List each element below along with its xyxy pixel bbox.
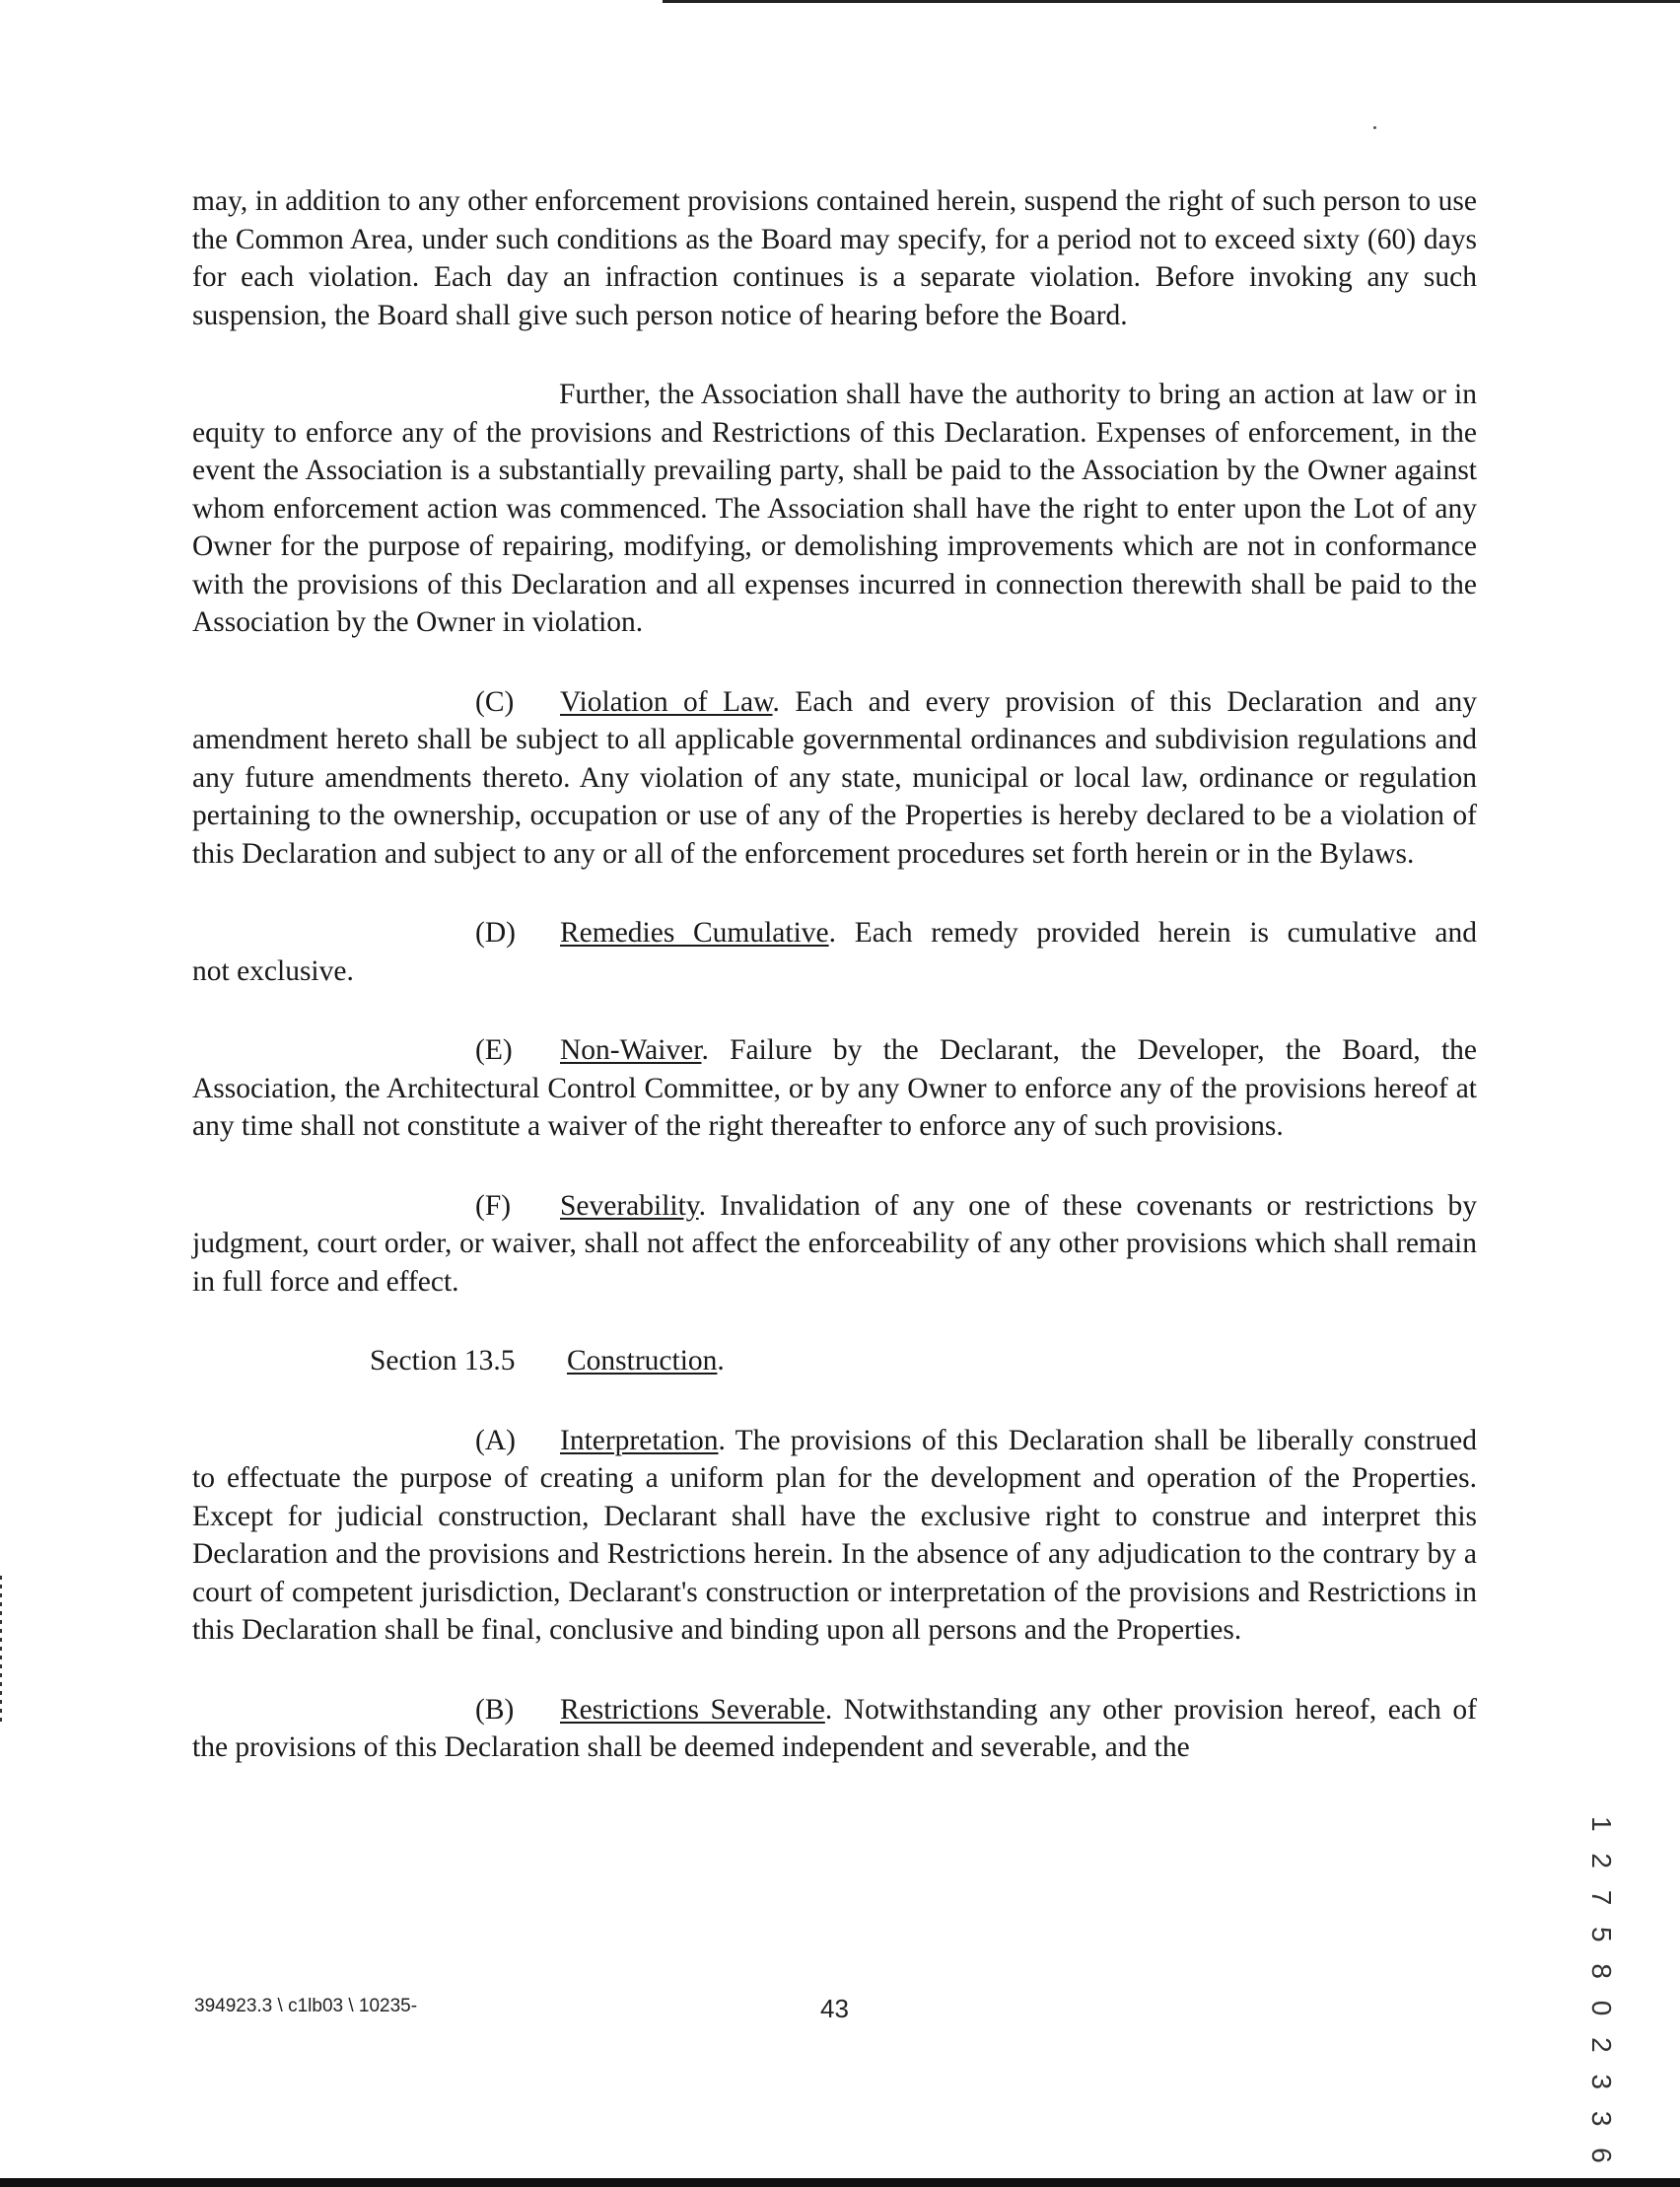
margin-recording-stamp: 1 2 7 5 8 0 2 3 3 6 xyxy=(1586,1816,1617,2170)
paragraph-text: Each remedy provided herein is cumulative and xyxy=(854,917,1477,949)
paragraph-severability: (F) Severability. Invalidation of any one of these covenants or restrictions by judgment, court order, or waiver, shall not affect the enforceability of any other provisions which shall remain in full force and effect. xyxy=(192,1187,1477,1302)
paragraph-interpretation: (A) Interpretation. The provisions of this Declaration shall be liberally construed to effectuate the purpose of creating a uniform plan for the development and operation of the Properties. Except for judicial construction, Declarant shall have the exclusive right to construe and interpret this Declaration and the provisions and Restrictions herein. In the absence of any adjudication to the contrary by a court of competent jurisdiction, Declarant's construction or interpretation of the provisions and Restrictions in this Declaration shall be final, conclusive and binding upon all persons and the Properties. xyxy=(192,1422,1477,1650)
scan-edge-left xyxy=(0,1576,2,1724)
paragraph-label: (F) xyxy=(475,1189,512,1222)
paragraph-first-line: (D) Remedies Cumulative. Each remedy provided herein is cumulative and xyxy=(192,914,1477,952)
paragraph-remedies-cumulative xyxy=(192,914,1477,990)
paragraph-heading: Severability xyxy=(560,1189,699,1222)
paragraph-text: Failure by the Declarant, the Developer, the Board, the Association, the Architectural Control Committee, or by any Owner to enforce any of the provisions hereof at any time shall not constitute a waiver of the right thereafter to enforce any of such provisions. xyxy=(192,1034,1478,1142)
paragraph-continuation: not exclusive. xyxy=(192,954,354,987)
paragraph-label: (D) xyxy=(475,917,516,949)
paragraph-text: Invalidation of any one of these covenants or restrictions by judgment, court order, or waiver, shall not affect the enforceability of any other provisions which shall remain in full force and effect. xyxy=(192,1189,1477,1298)
document-reference: 394923.3 \ c1lb03 \ 10235- xyxy=(194,1996,418,2016)
paragraph-violation-of-law: (C) Violation of Law. Each and every provision of this Declaration and any amendment hereto shall be subject to all applicable governmental ordinances and subdivision regulations and any future amendments thereto. Any violation of any state, municipal or local law, ordinance or regulation pertaining to the ownership, occupation or use of any of the Properties is hereby declared to be a violation of this Declaration and subject to any or all of the enforcement procedures set forth herein or in the Bylaws. xyxy=(192,683,1477,874)
paragraph-restrictions-severable: (B) Restrictions Severable. Notwithstanding any other provision hereof, each of the provisions of this Declaration shall be deemed independent and severable, and the xyxy=(192,1691,1477,1767)
paragraph-heading: Non-Waiver xyxy=(560,1034,702,1066)
paragraph-text: The provisions of this Declaration shall be liberally construed to effectuate the purpose of creating a uniform plan for the development and operation of the Properties. Except for judicial construction, Declarant shall have the exclusive right to construe and interpret this Declaration and the provisions and Restrictions herein. In the absence of any adjudication to the contrary by a court of competent jurisdiction, Declarant's construction or interpretation of the provisions and Restrictions in this Declaration shall be final, conclusive and binding upon all persons and the Properties. xyxy=(192,1424,1477,1646)
paragraph-label: (E) xyxy=(475,1034,513,1066)
paragraph-text: Further, the Association shall have the authority to bring an action at law or in equity to enforce any of the provisions and Restrictions of this Declaration. Expenses of enforcement, in the event the Association is a substantially prevailing party, shall be paid to the Association by the Owner against whom enforcement action was commenced. The Association shall have the right to enter upon the Lot of any Owner for the purpose of repairing, modifying, or demolishing improvements which are not in conformance with the provisions of this Declaration and all expenses incurred in connection therewith shall be paid to the Association by the Owner in violation. xyxy=(192,379,1477,638)
paragraph-text: may, in addition to any other enforcement provisions contained herein, suspend the right of such person to use the Common Area, under such conditions as the Board may specify, for a period not to exceed sixty (60) days for each violation. Each day an infraction continues is a separate violation. Before invoking any such suspension, the Board shall give such person notice of hearing before the Board. xyxy=(192,185,1477,331)
paragraph-heading: Restrictions Severable xyxy=(560,1693,825,1726)
paragraph-text: Notwithstanding any other provision hereof, each of the provisions of this Declaration shall be deemed independent and severable, and the xyxy=(192,1693,1477,1763)
document-body xyxy=(192,182,1477,1767)
scan-speck xyxy=(1373,126,1376,129)
paragraph-enforcement-action xyxy=(192,376,1477,642)
section-title: Construction xyxy=(567,1345,718,1376)
paragraph-heading: Remedies Cumulative xyxy=(560,917,829,949)
paragraph-label: (A) xyxy=(475,1424,516,1456)
paragraph-label: (B) xyxy=(475,1693,515,1726)
paragraph-heading: Violation of Law xyxy=(560,685,773,718)
paragraph-text: Each and every provision of this Declaration and any amendment hereto shall be subject to all applicable governmental ordinances and subdivision regulations and any future amendments thereto. Any violation of any state, municipal or local law, ordinance or regulation pertaining to the ownership, occupation or use of any of the Properties is hereby declared to be a violation of this Declaration and subject to any or all of the enforcement procedures set forth herein or in the Bylaws. xyxy=(192,685,1478,870)
scan-edge-top xyxy=(663,0,1680,3)
section-number: Section 13.5 xyxy=(370,1345,516,1376)
paragraph-suspension xyxy=(192,182,1477,334)
paragraph-non-waiver: (E) Non-Waiver. Failure by the Declarant, the Developer, the Board, the Association, the Architectural Control Committee, or by any Owner to enforce any of the provisions hereof at any time shall not constitute a waiver of the right thereafter to enforce any of such provisions. xyxy=(192,1031,1477,1146)
paragraph-heading: Interpretation xyxy=(560,1424,719,1456)
page-number: 43 xyxy=(820,1994,849,2023)
scan-edge-bottom xyxy=(0,2178,1680,2187)
paragraph-label: (C) xyxy=(475,685,515,718)
section-heading: Section 13.5 Construction. xyxy=(192,1342,1477,1380)
